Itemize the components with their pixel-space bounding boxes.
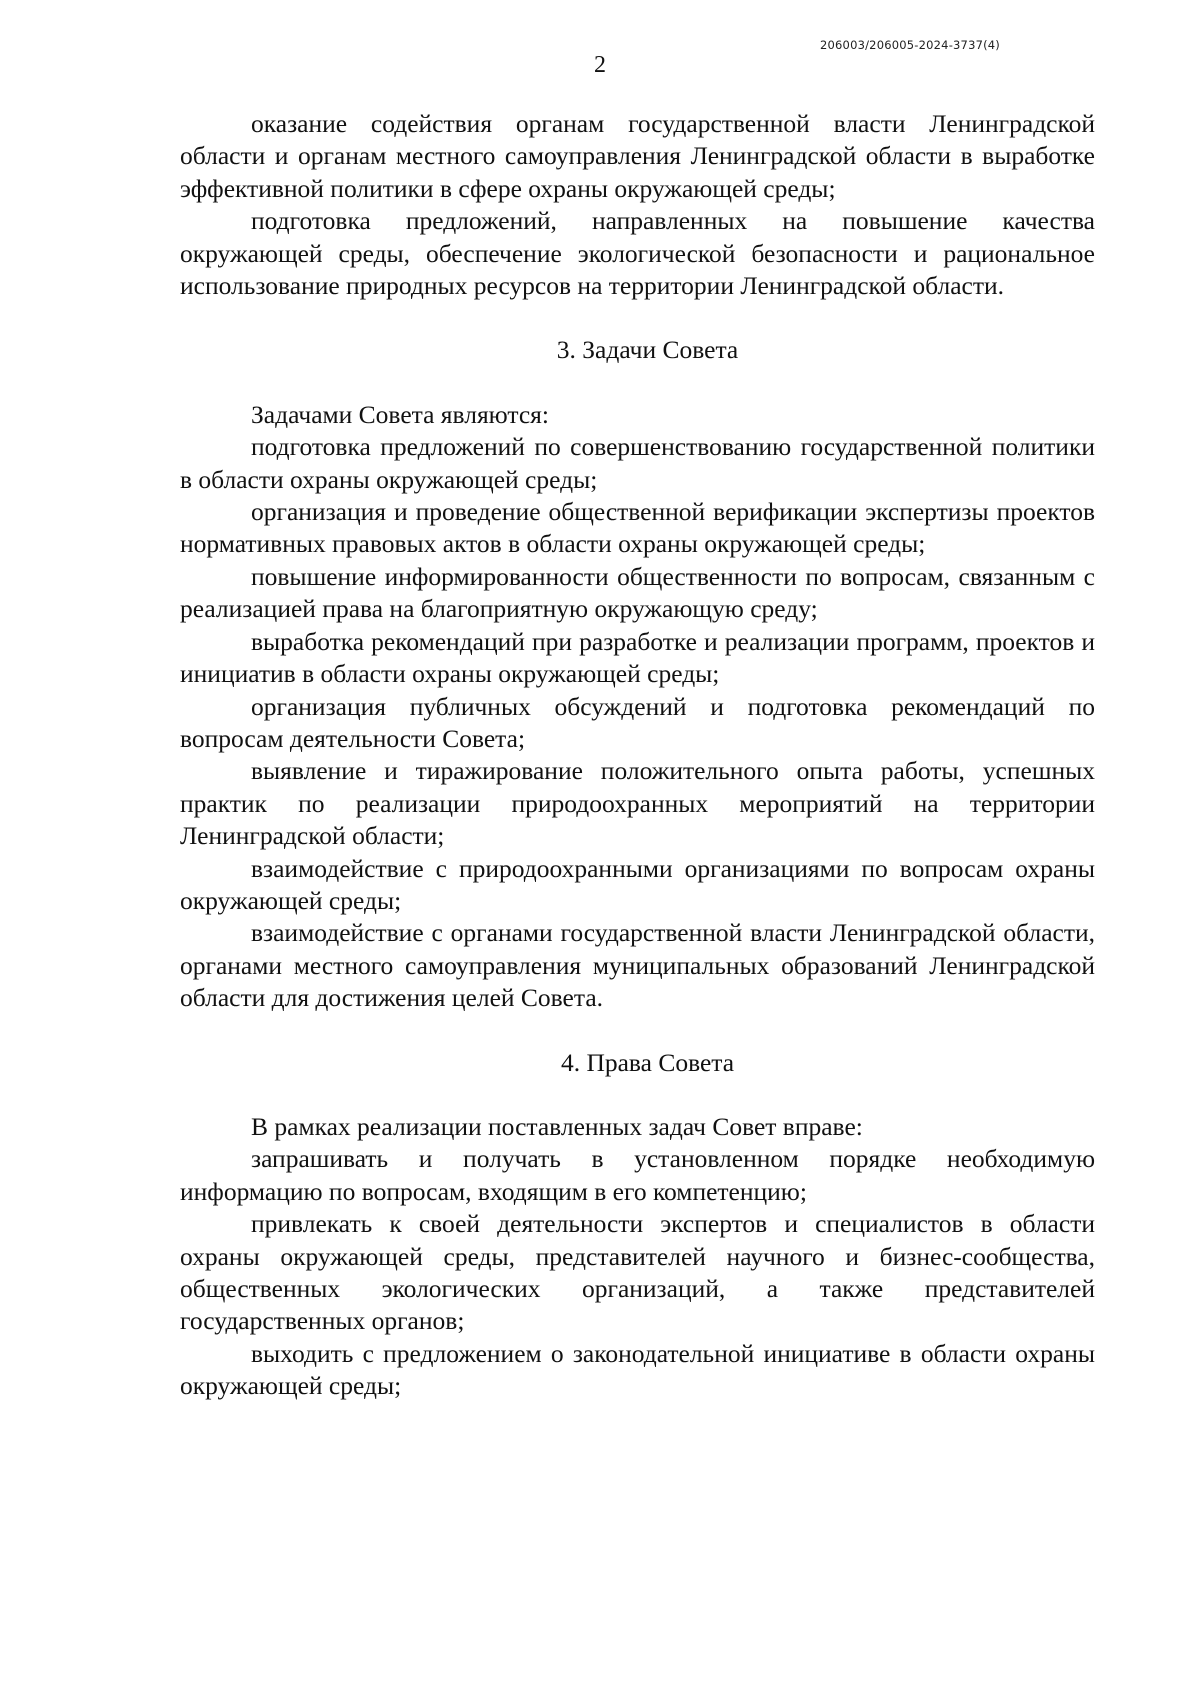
section-4-item: запрашивать и получать в установленном порядке необходимую информацию по вопросам, входящим в его компетенцию; <box>180 1144 1095 1206</box>
document-registration-number: 206003/206005-2024-3737(4) <box>820 38 1000 52</box>
section-3-item: организация публичных обсуждений и подготовка рекомендаций по вопросам деятельности Совета; <box>180 691 1095 753</box>
section-3-lead: Задачами Совета являются: <box>251 399 549 429</box>
section-4-item: выходить с предложением о законодательной инициативе в области охраны окружающей среды; <box>180 1338 1095 1401</box>
section-3-item: подготовка предложений по совершенствованию государственной политики в области охраны окружающей среды; <box>180 432 1095 494</box>
section-3-item: повышение информированности общественности по вопросам, связанным с реализацией права на благоприятную окружающую среду; <box>180 561 1095 624</box>
intro-paragraph: оказание содействия органам государственной власти Ленинградской области и органам местного самоуправления Ленинградской области в выработке эффективной политики в сфере охраны окружающей среды; <box>180 109 1095 203</box>
section-3-item: взаимодействие с органами государственной власти Ленинградской области, органами местного самоуправления муниципальных образований Ленинградской области для достижения целей Совета. <box>180 918 1095 1013</box>
section-3-item: организация и проведение общественной верификации экспертизы проектов нормативных правовых актов в области охраны окружающей среды; <box>180 497 1095 559</box>
section-3-heading: 3. Задачи Совета <box>556 335 739 365</box>
section-3-item: выявление и тиражирование положительного опыта работы, успешных практик по реализации природоохранных мероприятий на территории Ленинградской области; <box>180 756 1095 851</box>
section-4-heading: 4. Права Совета <box>560 1047 735 1077</box>
section-4-item: привлекать к своей деятельности экспертов и специалистов в области охраны окружающей среды, представителей научного и бизнес-сообщества, общественных экологических организаций, а также представителей государственных органов; <box>180 1209 1095 1336</box>
intro-paragraph: подготовка предложений, направленных на повышение качества окружающей среды, обеспечение экологической безопасности и рациональное использование природных ресурсов на территории Ленинградской области. <box>180 206 1095 301</box>
section-3-item: выработка рекомендаций при разработке и реализации программ, проектов и инициатив в области охраны окружающей среды; <box>180 626 1095 689</box>
section-3-item: взаимодействие с природоохранными организациями по вопросам охраны окружающей среды; <box>180 853 1095 915</box>
section-4-lead: В рамках реализации поставленных задач Совет вправе: <box>251 1111 863 1141</box>
page-number: 2 <box>594 52 606 78</box>
document-body <box>180 108 1095 1403</box>
